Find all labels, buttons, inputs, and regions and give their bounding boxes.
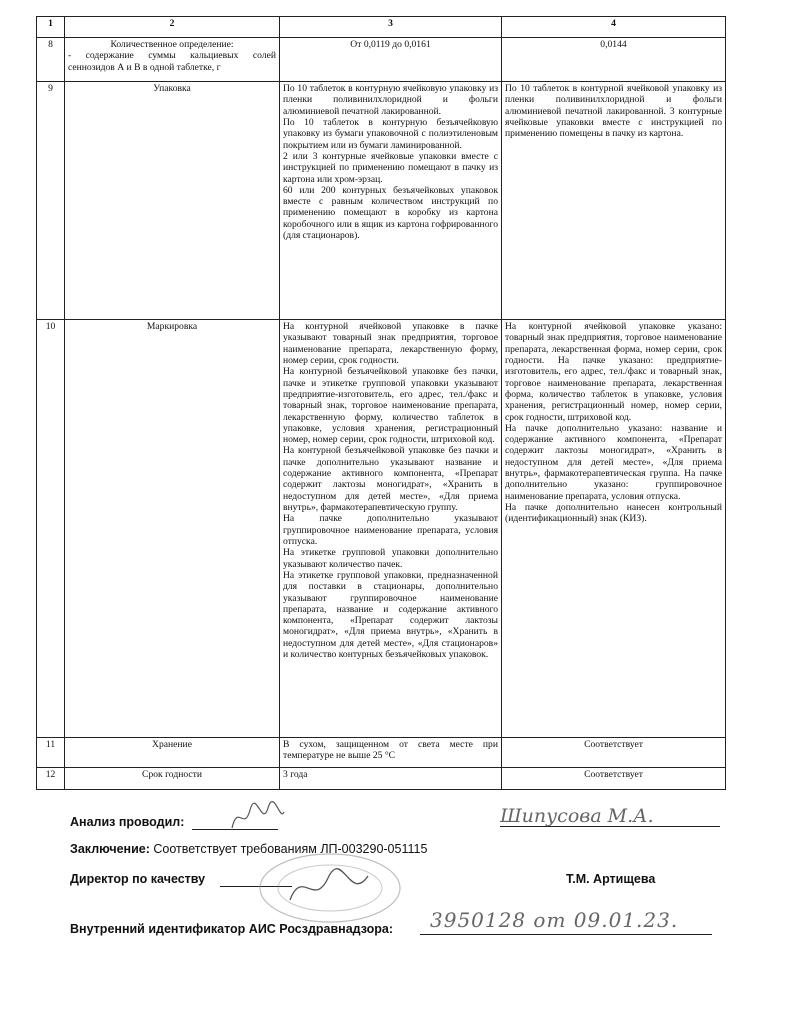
analyst-signature: Шипусова М.А. [500, 805, 654, 827]
requirement-paragraph: 2 или 3 контурные ячейковые упаковки вместе с инструкцией по применению помещают в пачку из картона или хром-эрзац. [283, 150, 498, 185]
row-name-title: Количественное определение: [110, 39, 234, 50]
quality-stamp [250, 848, 410, 928]
row-requirement [280, 82, 502, 320]
ais-label: Внутренний идентификатор АИС Росздравнадзора: [70, 922, 394, 936]
analyst-signature-scribble [228, 798, 288, 838]
director-label: Директор по качеству [70, 872, 206, 886]
requirement-paragraph: По 10 таблеток в контурную ячейковую упаковку из пленки поливинилхлоридной и фольги алюминиевой печатной лакированной. [283, 83, 498, 117]
result-paragraph: На пачке дополнительно указано: название и содержание активного компонента, «Препарат содержит лактозы моногидрат», «Хранить в недоступном для детей месте», «Для приема внутрь», фармакотерапевтическая группа. На пачке дополнительно указано: группировочное наименование препарата, условия отпуска. [505, 422, 722, 502]
row-name: Хранение [65, 738, 280, 768]
requirement-paragraph: На контурной ячейковой упаковке в пачке указывают товарный знак предприятия, торговое наименование препарата, лекарственную форму, номер серии, срок годности. [283, 321, 498, 366]
requirement-paragraph: На этикетке групповой упаковки, предназначенной для поставки в стационары, дополнительно указывают группировочное наименование препарата, название и содержание активного компонента, «Препарат содержит лактозы моногидрат», «Для приема внутрь», «Хранить в недоступном для детей месте», «Для стационаров» и количество контурных безъячейковых упаковок. [283, 569, 498, 661]
header-cell: 4 [502, 17, 726, 38]
row-requirement [280, 320, 502, 738]
requirement-paragraph: На пачке дополнительно указывают группировочное наименование препарата, условия отпуска. [283, 513, 498, 547]
requirement-paragraph: На контурной безъячейковой упаковке без пачки и пачке дополнительно указывают название и содержание активного компонента, «Препарат содержит лактозы моногидрат», «Хранить в недоступном для детей месте», «Для приема внутрь», фармакотерапевтическую группу. [283, 445, 498, 513]
row-result: 0,0144 [502, 38, 726, 82]
row-result: Соответствует [502, 738, 726, 768]
row-number: 10 [37, 320, 65, 738]
row-name-detail: - содержание суммы кальциевых солей сеннозидов А и В в одной таблетке, г [68, 50, 276, 73]
row-number: 11 [37, 738, 65, 768]
row-requirement: В сухом, защищенном от света месте при температуре не выше 25 °С [280, 738, 502, 768]
header-cell: 1 [37, 17, 65, 38]
table-row [37, 738, 726, 768]
requirement-paragraph: По 10 таблеток в контурную безъячейковую упаковку из бумаги упаковочной с полиэтиленовым покрытием или из бумаги ламинированной. [283, 116, 498, 151]
row-result [502, 320, 726, 738]
table-row [37, 320, 726, 738]
ais-value: 3950128 от 09.01.23. [430, 908, 679, 932]
conclusion-label: Заключение: [70, 842, 150, 856]
result-paragraph: На контурной ячейковой упаковке указано: товарный знак предприятия, торговое наименование препарата, лекарственная форма, номер серии, срок годности. На пачке указано: предприятие-изготовитель, его адрес, тел./факс и товарный знак, торговое наименование препарата, лекарственная форма, количество таблеток в упаковке, условия хранения, регистрационный номер, номер серии, срок годности, штриховой код. [505, 321, 722, 423]
row-name: Упаковка [65, 82, 280, 320]
row-requirement: От 0,0119 до 0,0161 [280, 38, 502, 82]
result-paragraph: На пачке дополнительно нанесен контрольный (идентификационный) знак (КИЗ). [505, 502, 722, 525]
table-header-row [37, 17, 726, 38]
ais-line [420, 934, 712, 935]
requirement-paragraph: 60 или 200 контурных безъячейковых упаковок вместе с равным количеством инструкций по применению помещают в коробку из картона коробочного или в ящик из картона гофрированного (для стационаров). [283, 184, 498, 242]
row-number: 12 [37, 768, 65, 790]
analysis-label: Анализ проводил: [70, 815, 185, 829]
requirement-paragraph: На контурной безъячейковой упаковке без пачки, пачке и этикетке групповой упаковки указывают предприятие-изготовитель, его адрес, тел./факс и товарный знак, торговое наименование препарата, лекарственную форму, количество таблеток в упаковке, условия хранения, регистрационный номер, номер серии, срок годности, штриховой код. [283, 366, 498, 446]
row-requirement: 3 года [280, 768, 502, 790]
table-row [37, 82, 726, 320]
row-number: 9 [37, 82, 65, 320]
conclusion-text: Соответствует требованиям ЛП-003290-051115 [153, 842, 428, 856]
header-cell: 3 [280, 17, 502, 38]
requirement-paragraph: На этикетке групповой упаковки дополнительно указывают количество пачек. [283, 547, 498, 570]
row-name: Маркировка [65, 320, 280, 738]
table-row [37, 38, 726, 82]
analyst-line [500, 826, 720, 827]
row-result: По 10 таблеток в контурной ячейковой упаковку из пленки поливинилхлоридной и фольги алюминиевой печатной лакированной. 3 контурные ячейковые упаковки вместе с инструкцией по применению помещены в пачку из картона. [502, 82, 726, 320]
spec-table [36, 16, 726, 790]
row-name: Срок годности [65, 768, 280, 790]
row-result: Соответствует [502, 768, 726, 790]
header-cell: 2 [65, 17, 280, 38]
table-row [37, 768, 726, 790]
row-name [65, 38, 280, 82]
row-number: 8 [37, 38, 65, 82]
director-name: Т.М. Артищева [566, 872, 656, 886]
